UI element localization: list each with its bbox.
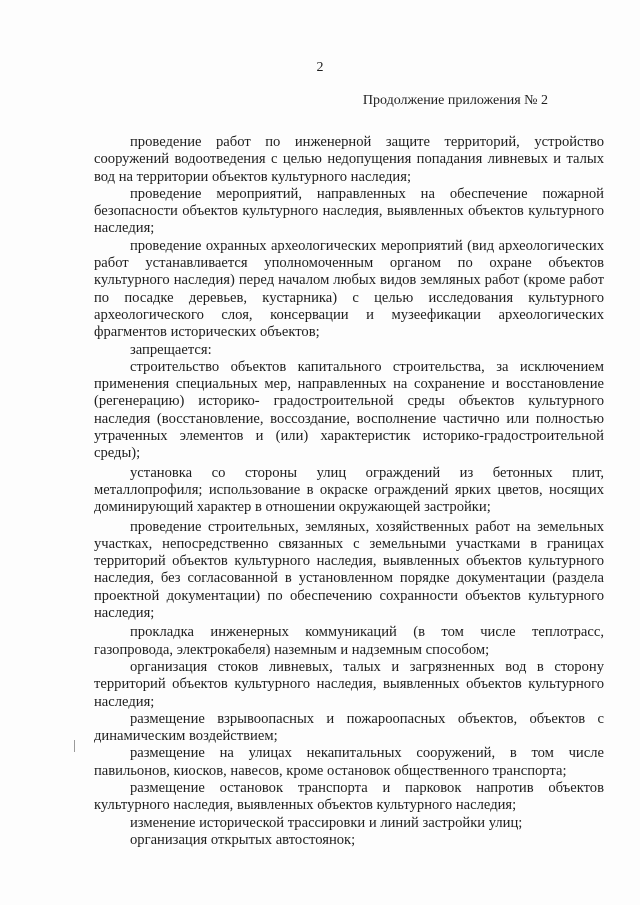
paragraph: организация открытых автостоянок; (130, 831, 356, 848)
paragraph: организация стоков ливневых, талых и загрязненных вод в сторону территорий объектов культурного наследия, выявленных объектов культурного наследия; (94, 658, 604, 710)
paragraph: проведение работ по инженерной защите территорий, устройство сооружений водоотведения с целью недопущения попадания ливневых и талых вод на территории объектов культурного наследия; (94, 134, 604, 185)
paragraph: размещение остановок транспорта и парковок напротив объектов культурного наследия, выявленных объектов культурного наследия; (94, 779, 604, 814)
document-body (94, 134, 604, 849)
paragraph-heading-prohibited: запрещается: (130, 341, 212, 358)
paragraph: размещение взрывоопасных и пожароопасных объектов, объектов с динамическим воздействием; (94, 710, 604, 745)
paragraph: проведение охранных археологических мероприятий (вид археологических работ устанавливается уполномоченным органом по охране объектов культурного наследия) перед началом любых видов земляных работ (кроме работ по посадке деревьев, кустарника) с целью исследования культурного археологического слоя, консервации и музеефикации археологических фрагментов исторических объектов; (94, 237, 604, 341)
paragraph: изменение исторической трассировки и линий застройки улиц; (130, 814, 523, 831)
paragraph: размещение на улицах некапитальных сооружений, в том числе павильонов, киосков, навесов, кроме остановок общественного транспорта; (94, 745, 604, 779)
paragraph: проведение мероприятий, направленных на обеспечение пожарной безопасности объектов культурного наследия, выявленных объектов культурного наследия; (94, 185, 604, 237)
page-number: 2 (316, 60, 324, 75)
paragraph: прокладка инженерных коммуникаций (в том числе теплотрасс, газопровода, электрокабеля) наземным и надземным способом; (94, 624, 604, 658)
paragraph: проведение строительных, земляных, хозяйственных работ на земельных участках, непосредственно связанных с земельными участками в границах территорий объектов культурного наследия, выявленных объектов культурного наследия, без согласованной в установленном порядке документации (раздела проектной документации) по обеспечению сохранности объектов культурного наследия; (94, 518, 604, 622)
scan-artifact-mark (74, 740, 75, 752)
appendix-continuation-note: Продолжение приложения № 2 (362, 93, 548, 108)
paragraph: строительство объектов капитального строительства, за исключением применения специальных мер, направленных на сохранение и восстановление (регенерацию) историко- градостроительной среды объектов культурного наследия (восстановление, воссоздание, восполнение частично или полностью утраченных элементов и (или) характеристик историко-градостроительной среды); (94, 358, 604, 462)
paragraph: установка со стороны улиц ограждений из бетонных плит, металлопрофиля; использование в окраске ограждений ярких цветов, носящих доминирующий характер в отношении окружающей застройки; (94, 464, 604, 516)
